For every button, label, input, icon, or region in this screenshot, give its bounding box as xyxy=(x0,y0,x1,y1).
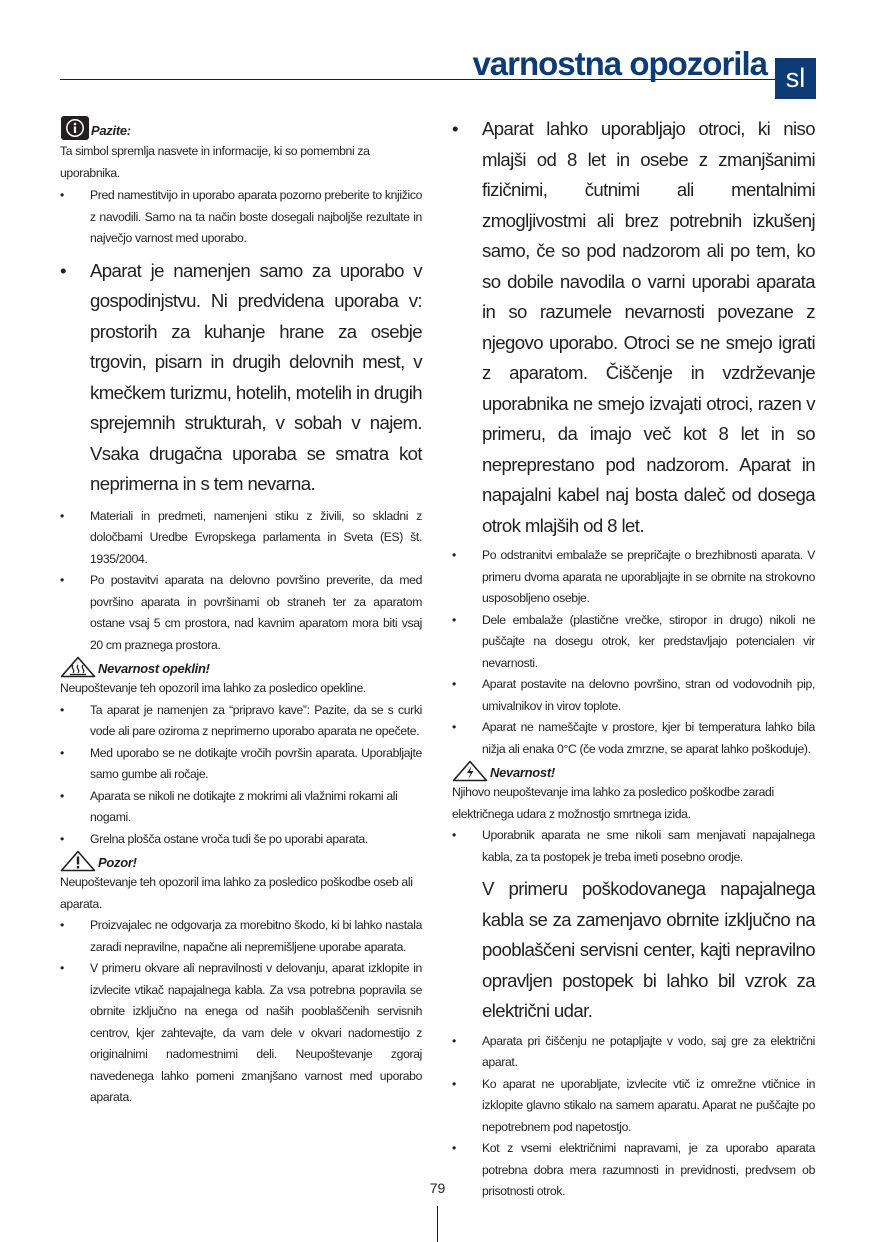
list-item: • Po postavitvi aparata na delovno površino preverite, da med površino aparata in površinami ob straneh ter za aparatom ostane vsaj 5 cm prostora, nad kavnim aparatom mora biti vsaj 20 cm praznega prostora. xyxy=(60,570,422,656)
list-item: • Aparat lahko uporabljajo otroci, ki niso mlajši od 8 let in osebe z zmanjšanimi fizičnimi, čutnimi ali mentalnimi zmogljivostmi ali brez potrebnih izkušenj samo, če so pod nadzorom ali po tem, ko so dobile navodila o varni uporabi aparata in so razumele nevarnosti povezane z njegovo uporabo. Otroci se ne smejo igrati z aparatom. Čiščenje in vzdrževanje uporabnika ne smejo izvajati otroci, razen v primeru, da imajo več kot 8 let in so nepreprestano pod nadzorom. Aparat in napajalni kabel naj bosta daleč od dosega otrok mlajših od 8 let. xyxy=(452,114,815,541)
hot-surface-icon xyxy=(60,656,96,678)
list-item: • Materiali in predmeti, namenjeni stiku z živili, so skladni z določbami Uredbe Evropskega parlamenta in Sveta (ES) št. 1935/2004. xyxy=(60,506,422,571)
list-item: • Uporabnik aparata ne sme nikoli sam menjavati napajalnega kabla, za ta postopek je treba imeti posebno orodje. xyxy=(452,825,815,868)
page-number: 79 xyxy=(429,1180,446,1196)
cable-paragraph: V primeru poškodovanega napajalnega kabla se za zamenjavo obrnite izključno na pooblaščeni servisni center, kajti nepravilno opravljen postopek bi lahko bil vzrok za električni udar. xyxy=(482,878,815,1021)
burn-list xyxy=(60,700,422,851)
list-item: • Aparata se nikoli ne dotikajte z mokrimi ali vlažnimi rokami ali nogami. xyxy=(60,786,422,829)
pazite-text: Ta simbol spremlja nasvete in informacije, ki so pomembni za uporabnika. xyxy=(60,144,370,180)
left-column xyxy=(60,112,422,1109)
danger-text: Njihovo neupoštevanje ima lahko za posledico poškodbe zaradi električnega udara z možnostjo smrtnega izida. xyxy=(452,785,774,821)
list-item: • Grelna plošča ostane vroča tudi še po uporabi aparata. xyxy=(60,829,422,851)
pazite-heading xyxy=(60,112,422,140)
list-item: • Proizvajalec ne odgovarja za morebitno škodo, ki bi lahko nastala zaradi nepravilne, napačne ali nepremišljene uporabe aparata. xyxy=(60,915,422,958)
danger-list xyxy=(452,825,815,868)
list-item: • Aparata pri čiščenju ne potapljajte v vodo, saj gre za električni aparat. xyxy=(452,1031,815,1074)
info-icon xyxy=(61,116,89,140)
list-item: • V primeru okvare ali nepravilnosti v delovanju, aparat izklopite in izvlecite vtikač napajalnega kabla. Za vsa potrebna popravila se obrnite izključno na enega od naših pooblaščenih servisnih centrov, kjer zahtevajte, da vam dele v okvari nadomestijo z originalnimi nadomestnimi deli. Neupoštevanje zgoraj navedenega lahko pomeni zmanjšano varnost med uporabo aparata. xyxy=(60,958,422,1109)
electrical-list xyxy=(452,1031,815,1203)
household-use-list xyxy=(60,256,422,500)
list-item: • Aparat postavite na delovno površino, stran od vodovodnih pip, umivalnikov in virov toplote. xyxy=(452,674,815,717)
section-title: varnostna opozorila xyxy=(472,45,767,82)
list-item: • Aparat je namenjen samo za uporabo v gospodinjstvu. Ni predvidena uporaba v: prostorih za kuhanje hrane za osebje trgovin, pisarn in drugih delovnih mest, v kmečkem turizmu, hotelih, motelih in drugih sprejemnih strukturah, v sobah v najem. Vsaka drugačna uporaba se smatra kot neprimerna in s tem nevarna. xyxy=(60,256,422,500)
list-item: • Pred namestitvijo in uporabo aparata pozorno preberite to knjižico z navodili. Samo na ta način boste dosegali najboljše rezultate in največjo varnost med uporabo. xyxy=(60,185,422,250)
children-list xyxy=(452,114,815,541)
burn-label: Nevarnost opeklin! xyxy=(98,661,210,676)
packaging-list xyxy=(452,545,815,760)
right-column xyxy=(452,114,815,1203)
caution-label: Pozor! xyxy=(98,855,137,870)
list-item: • Ta aparat je namenjen za “pripravo kave”: Pazite, da se s curki vode ali pare oziroma z neprimerno uporabo aparata ne opečete. xyxy=(60,700,422,743)
pazite-label: Pazite: xyxy=(91,123,131,138)
footer-rule xyxy=(437,1206,438,1242)
list-item: • Po odstranitvi embalaže se prepričajte o brezhibnosti aparata. V primeru dvoma aparata ne uporabljajte in se obrnite na strokovno usposobljeno osebje. xyxy=(452,545,815,610)
warning-icon xyxy=(60,850,96,872)
burn-heading xyxy=(60,656,422,678)
list-item: • Aparat ne nameščajte v prostore, kjer bi temperatura lahko bila nižja ali enaka 0°C (če voda zmrzne, se aparat lahko poškoduje). xyxy=(452,717,815,760)
language-badge: sl xyxy=(775,58,816,99)
caution-text: Neupoštevanje teh opozoril ima lahko za posledico poškodbe oseb ali aparata. xyxy=(60,875,413,911)
burn-text: Neupoštevanje teh opozoril ima lahko za posledico opekline. xyxy=(60,681,366,695)
pazite-list xyxy=(60,185,422,250)
list-item: • Dele embalaže (plastične vrečke, stiropor in drugo) nikoli ne puščajte na dosegu otrok, ker predstavljajo potencialen vir nevarnosti. xyxy=(452,610,815,675)
caution-heading xyxy=(60,850,422,872)
caution-list xyxy=(60,915,422,1109)
materials-list xyxy=(60,506,422,657)
danger-heading xyxy=(452,760,815,782)
list-item: • Med uporabo se ne dotikajte vročih površin aparata. Uporabljajte samo gumbe ali ročaje. xyxy=(60,743,422,786)
electric-hazard-icon xyxy=(452,760,488,782)
list-item: • Ko aparat ne uporabljate, izvlecite vtič iz omrežne vtičnice in izklopite glavno stikalo na samem aparatu. Aparat ne puščajte po nepotrebnem pod napetostjo. xyxy=(452,1074,815,1139)
danger-label: Nevarnost! xyxy=(490,765,555,780)
list-item: • Kot z vsemi električnimi napravami, je za uporabo aparata potrebna dobra mera razumnosti in previdnosti, predvsem ob prisotnosti otrok. xyxy=(452,1138,815,1203)
